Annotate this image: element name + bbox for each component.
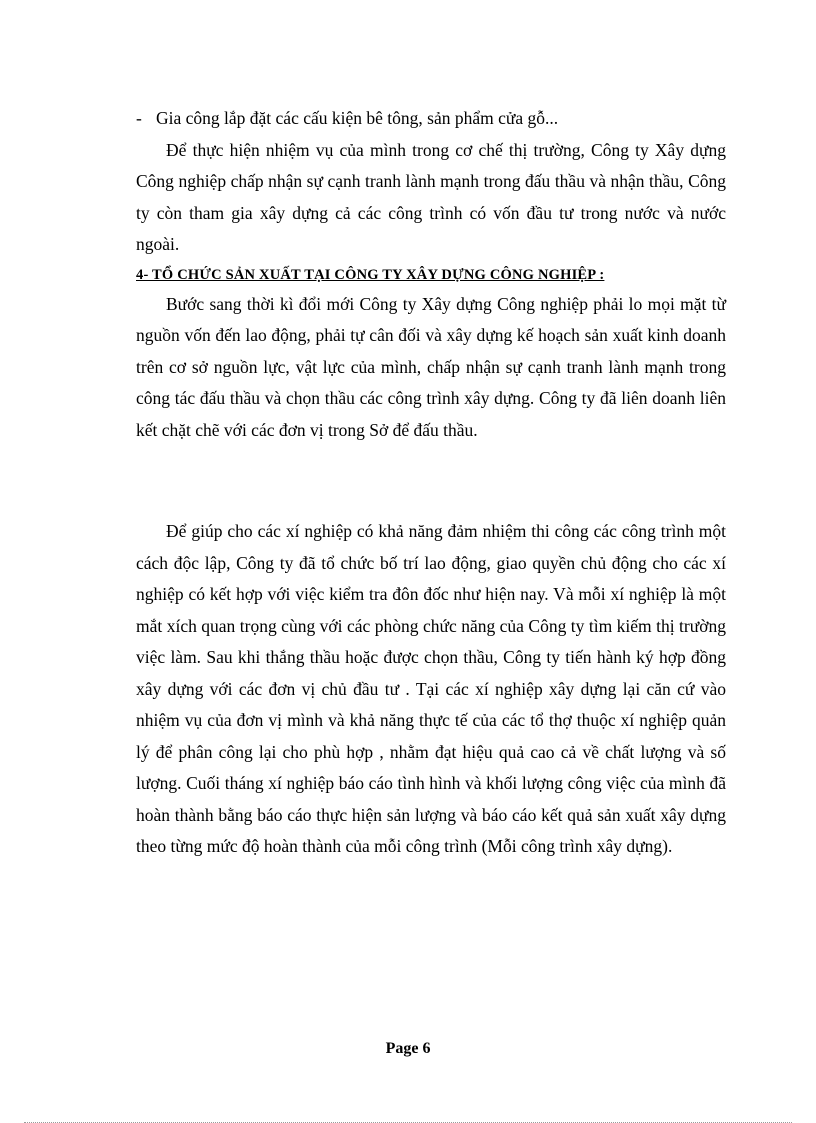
paragraph-organization: Để giúp cho các xí nghiệp có khả năng đảm nhiệm thi công các công trình một cách độc lập, Công ty đã tổ chức bố trí lao động, giao quyền chủ động cho các xí nghiệp có kết hợp với việc kiểm tra đôn đốc như hiện nay. Và mỗi xí nghiệp là một mắt xích quan trọng cùng với các phòng chức năng của Công ty tìm kiếm thị trường việc làm. Sau khi thắng thầu hoặc được chọn thầu, Công ty tiến hành ký hợp đồng xây dựng với các đơn vị chủ đầu tư . Tại các xí nghiệp xây dựng lại căn cứ vào nhiệm vụ của đơn vị mình và khả năng thực tế của các tổ thợ thuộc xí nghiệp quản lý để phân công lại cho phù hợp , nhằm đạt hiệu quả cao cả về chất lượng và số lượng. Cuối tháng xí nghiệp báo cáo tình hình và khối lượng công việc của mình đã hoàn thành bằng báo cáo thực hiện sản lượng và báo cáo kết quả sản xuất xây dựng theo từng mức độ hoàn thành của mỗi công trình (Mỗi công trình xây dựng). [136, 521, 726, 856]
paragraph-gap [136, 446, 726, 516]
bullet-item [0, 103, 726, 135]
paragraph-renovation: Bước sang thời kì đổi mới Công ty Xây dựng Công nghiệp phải lo mọi mặt từ nguồn vốn đến lao động, phải tự cân đối và xây dựng kế hoạch sản xuất kinh doanh trên cơ sở nguồn lực, vật lực của mình, chấp nhận sự cạnh tranh lành mạnh trong công tác đấu thầu và chọn thầu các công trình xây dựng. Công ty đã liên doanh liên kết chặt chẽ với các đơn vị trong Sở để đấu thầu. [136, 293, 726, 440]
paragraph-mission: Để thực hiện nhiệm vụ của mình trong cơ chế thị trường, Công ty Xây dựng Công nghiệp chấp nhận sự cạnh tranh lành mạnh trong đấu thầu và nhận thầu, Công ty còn tham gia xây dựng cả các công trình có vốn đầu tư trong nước và nước ngoài. [136, 139, 726, 254]
page-body [136, 103, 726, 863]
section-heading: 4- TỔ CHỨC SẢN XUẤT TẠI CÔNG TY XÂY DỰNG CÔNG NGHIỆP : [136, 266, 605, 283]
page-number: Page 6 [385, 1040, 431, 1057]
bullet-text: Gia công lắp đặt các cấu kiện bê tông, sản phẩm cửa gỗ... [156, 108, 559, 128]
bullet-dash: - [136, 108, 142, 128]
